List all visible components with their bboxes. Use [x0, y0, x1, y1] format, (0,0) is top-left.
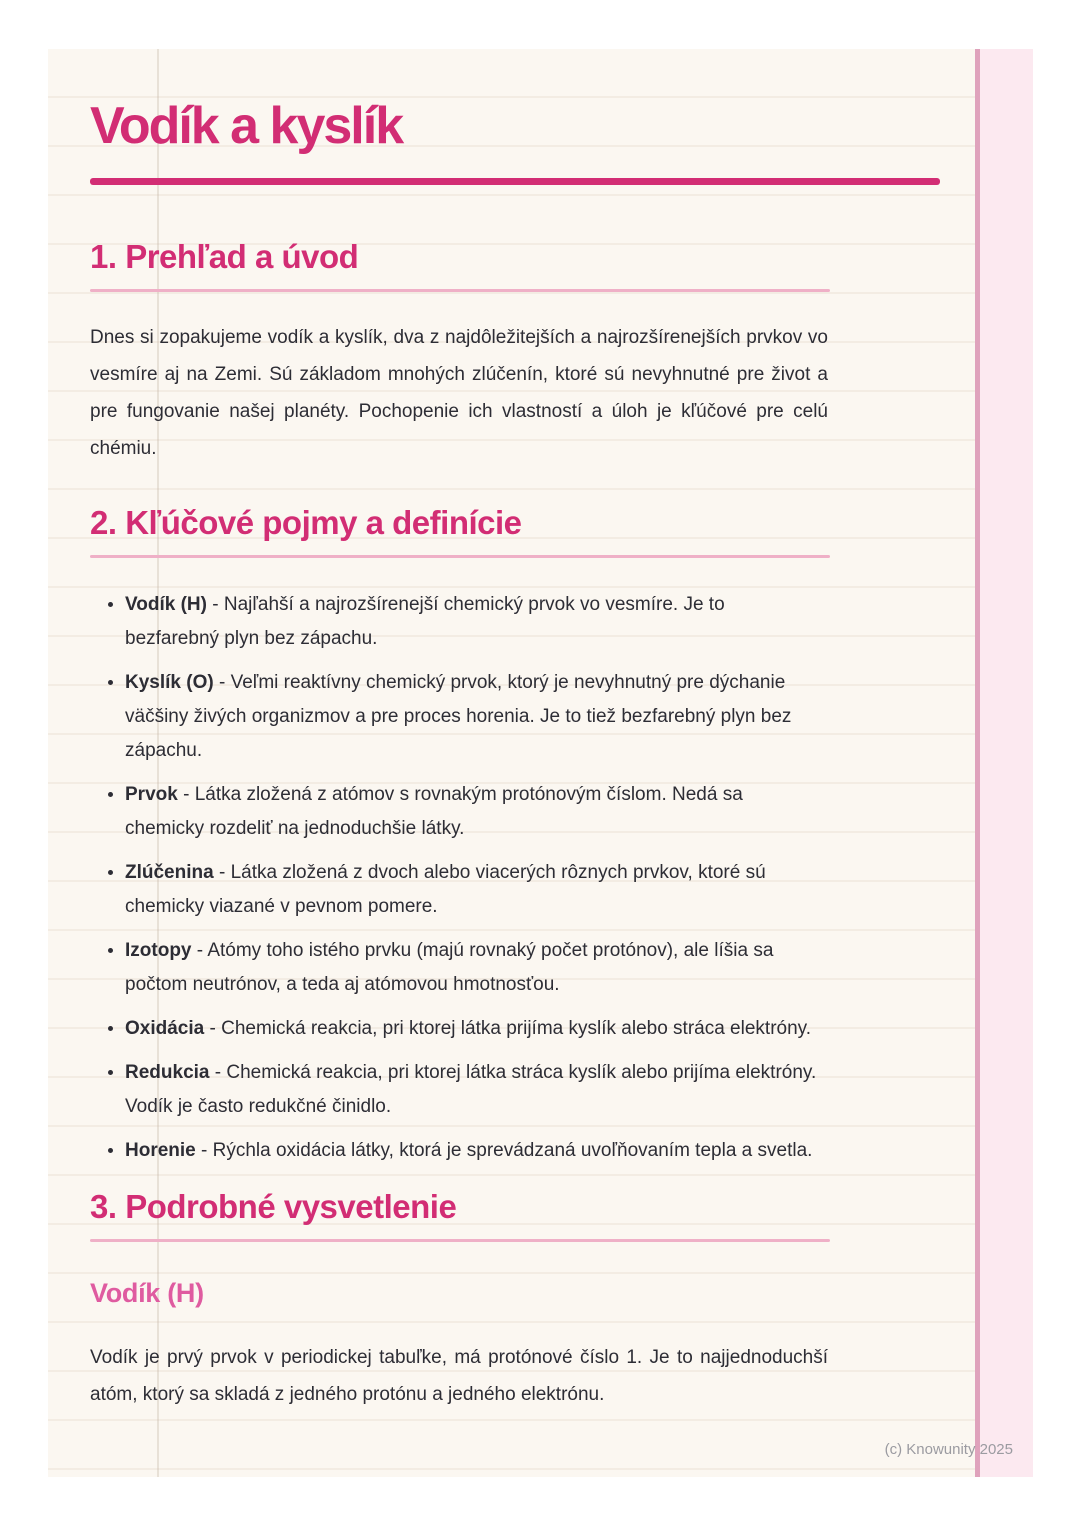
- term-definition: - Atómy toho istého prvku (majú rovnaký počet protónov), ale líšia sa počtom neutrónov, a teda aj atómovou hmotnosťou.: [125, 940, 774, 995]
- term-label: Prvok: [125, 784, 178, 805]
- title-divider: [90, 178, 940, 185]
- section-divider: [90, 289, 830, 292]
- term-list-item: [125, 1012, 820, 1046]
- term-definition: - Chemická reakcia, pri ktorej látka prijíma kyslík alebo stráca elektróny.: [209, 1018, 812, 1039]
- page-content: [48, 49, 1033, 1413]
- section-heading-overview: 1. Prehľad a úvod: [90, 238, 359, 275]
- subsection-heading-hydrogen: Vodík (H): [90, 1278, 204, 1308]
- document-page: [48, 49, 1033, 1477]
- term-list-item: [125, 778, 820, 846]
- term-definition: - Látka zložená z atómov s rovnakým protónovým číslom. Nedá sa chemicky rozdeliť na jednoduchšie látky.: [125, 784, 743, 839]
- term-list-item: [125, 588, 820, 656]
- term-label: Redukcia: [125, 1062, 210, 1083]
- copyright-watermark: (c) Knowunity 2025: [884, 1441, 1013, 1458]
- term-list-item: [125, 934, 820, 1002]
- term-definition: - Rýchla oxidácia látky, ktorá je sprevádzaná uvoľňovaním tepla a svetla.: [201, 1140, 813, 1161]
- term-list-item: [125, 666, 820, 768]
- term-label: Kyslík (O): [125, 672, 214, 693]
- definitions-list: [90, 588, 820, 1168]
- term-definition: - Látka zložená z dvoch alebo viacerých rôznych prvkov, ktoré sú chemicky viazané v pevnom pomere.: [125, 862, 766, 917]
- detail-paragraph: Vodík je prvý prvok v periodickej tabuľke, má protónové číslo 1. Je to najjednoduchší atóm, ktorý sa skladá z jedného protónu a jedného elektrónu.: [90, 1347, 828, 1405]
- section-divider: [90, 555, 830, 558]
- term-list-item: [125, 1134, 820, 1168]
- term-label: Zlúčenina: [125, 862, 214, 883]
- term-definition: - Veľmi reaktívny chemický prvok, ktorý je nevyhnutný pre dýchanie väčšiny živých organizmov a pre proces horenia. Je to tiež bezfarebný plyn bez zápachu.: [125, 672, 792, 761]
- term-list-item: [125, 1056, 820, 1124]
- section-divider: [90, 1239, 830, 1242]
- term-definition: - Chemická reakcia, pri ktorej látka stráca kyslík alebo prijíma elektróny. Vodík je často redukčné činidlo.: [125, 1062, 817, 1117]
- section-heading-definitions: 2. Kľúčové pojmy a definície: [90, 504, 522, 541]
- section-heading-detail: 3. Podrobné vysvetlenie: [90, 1188, 457, 1225]
- overview-paragraph: Dnes si zopakujeme vodík a kyslík, dva z najdôležitejších a najrozšírenejších prvkov vo vesmíre aj na Zemi. Sú základom mnohých zlúčenín, ktoré sú nevyhnutné pre život a pre fungovanie našej planéty. Pochopenie ich vlastností a úloh je kľúčové pre celú chémiu.: [90, 327, 828, 459]
- term-label: Vodík (H): [125, 594, 207, 615]
- term-label: Izotopy: [125, 940, 192, 961]
- term-definition: - Najľahší a najrozšírenejší chemický prvok vo vesmíre. Je to bezfarebný plyn bez zápachu.: [125, 594, 725, 649]
- term-label: Horenie: [125, 1140, 196, 1161]
- page-title: Vodík a kyslík: [90, 97, 403, 155]
- term-list-item: [125, 856, 820, 924]
- term-label: Oxidácia: [125, 1018, 205, 1039]
